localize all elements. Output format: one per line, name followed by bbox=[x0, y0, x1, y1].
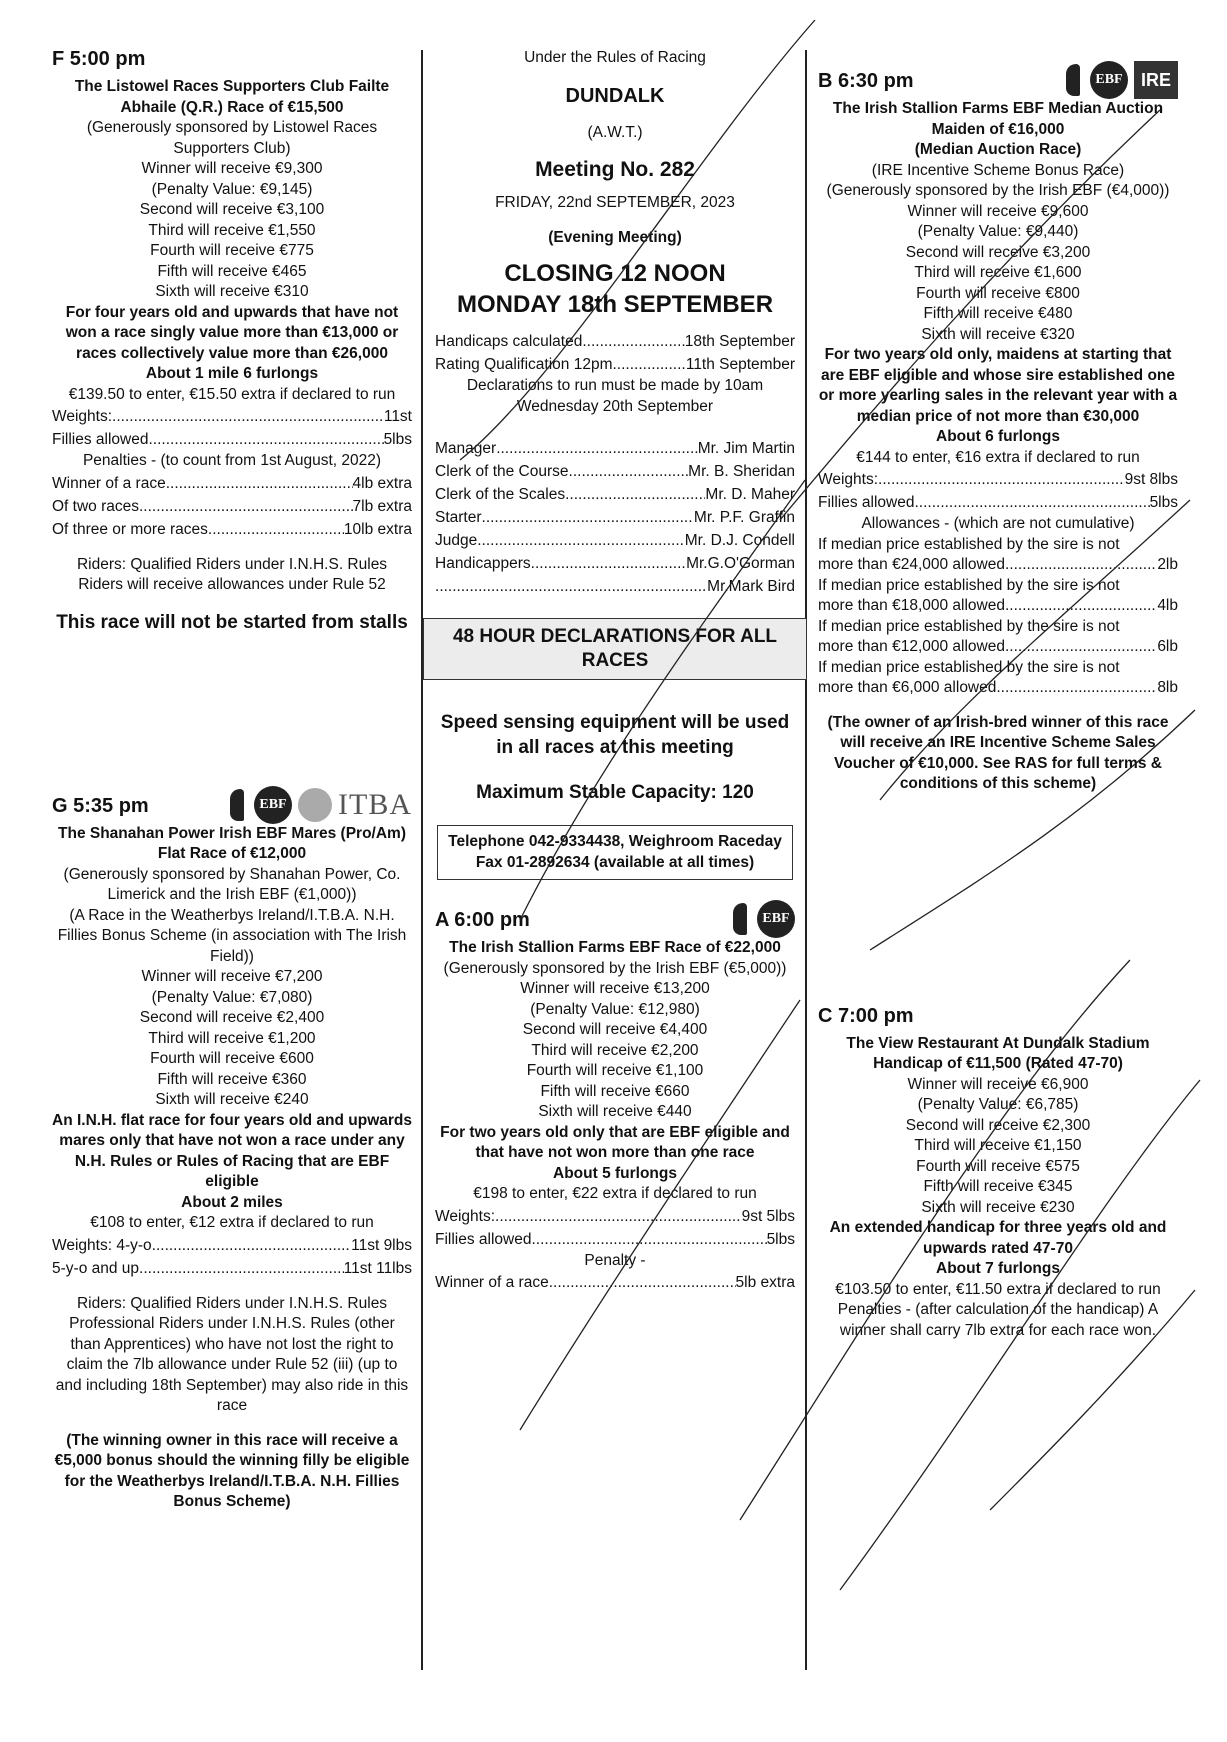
race-a bbox=[435, 900, 795, 1294]
race-f-sponsor: (Generously sponsored by Listowel Races Supporters Club) bbox=[86, 119, 378, 157]
race-b-allowance-item: If median price established by the sire is not more than €24,000 allowed ..... 2lb bbox=[818, 535, 1178, 576]
race-b-conditions: For two years old only, maidens at starting that are EBF eligible and whose sire established one or more yearling sales in the relevant year with a median price of not more than €30,000 bbox=[818, 346, 1178, 425]
race-c-prize-6: Fifth will receive €345 bbox=[923, 1178, 1073, 1195]
race-f-prize-6: Fifth will receive €465 bbox=[157, 262, 307, 280]
race-g-weights-4yo: Weights: 4-y-o. ..... 11st 9lbs bbox=[52, 1234, 412, 1257]
race-b-prize-7: Sixth will receive €320 bbox=[921, 325, 1075, 343]
race-f-fillies: Fillies allowed ..... 5lbs bbox=[52, 428, 412, 451]
race-f-riders-1: Riders: Qualified Riders under I.N.H.S. Rules bbox=[76, 555, 388, 573]
race-a-fees: €198 to enter, €22 extra if declared to run bbox=[473, 1185, 757, 1202]
race-g-prize-3: Second will receive €2,400 bbox=[139, 1009, 325, 1026]
race-b-allowance-item: If median price established by the sire is not more than €12,000 allowed ..... 6lb bbox=[818, 617, 1178, 658]
closing-line-1: CLOSING 12 NOON bbox=[504, 260, 726, 287]
race-b-scheme: (IRE Incentive Scheme Bonus Race) bbox=[871, 161, 1125, 179]
race-f-penalty-1: Winner of a race ..... 4lb extra bbox=[52, 472, 412, 495]
race-b-prize-3: Second will receive €3,200 bbox=[905, 243, 1091, 261]
race-c-prize-7: Sixth will receive €230 bbox=[921, 1198, 1075, 1216]
race-f-conditions: For four years old and upwards that have not won a race singly value more than €13,000 or races collectively value more than €26,000 bbox=[65, 303, 399, 362]
race-f-penalties: Penalties - (to count from 1st August, 2022) bbox=[82, 452, 382, 469]
official-row: Judge ..... Mr. D.J. Condell bbox=[435, 529, 795, 552]
official-row: Manager ..... Mr. Jim Martin bbox=[435, 437, 795, 460]
race-g-prize-5: Fourth will receive €600 bbox=[150, 1050, 314, 1067]
race-b-allowance-item: If median price established by the sire is not more than €6,000 allowed ..... 8lb bbox=[818, 658, 1178, 699]
race-f-title: The Listowel Races Supporters Club Failte Abhaile (Q.R.) Race of €15,500 bbox=[74, 78, 390, 116]
official-row: Handicappers ..... Mr.G.O'Gorman bbox=[435, 552, 795, 575]
race-a-sponsor: (Generously sponsored by the Irish EBF (€5,000)) bbox=[443, 959, 787, 977]
race-b bbox=[818, 48, 1178, 795]
race-c-title: The View Restaurant At Dundalk Stadium Handicap of €11,500 (Rated 47-70) bbox=[846, 1034, 1150, 1072]
race-a-prize-6: Fifth will receive €660 bbox=[540, 1082, 690, 1100]
closing-line-2: MONDAY 18th SEPTEMBER bbox=[456, 291, 774, 318]
race-a-time: A 6:00 pm bbox=[435, 909, 530, 931]
middle-column bbox=[435, 48, 795, 1294]
track-type: (A.W.T.) bbox=[587, 123, 643, 141]
race-f-prize-4: Third will receive €1,550 bbox=[148, 221, 316, 239]
race-b-title: The Irish Stallion Farms EBF Median Auction Maiden of €16,000 bbox=[832, 100, 1164, 138]
column-divider-right bbox=[805, 50, 807, 1670]
meeting-date: FRIDAY, 22nd SEPTEMBER, 2023 bbox=[495, 194, 735, 211]
official-row: Starter ..... Mr. P.F. Graffin bbox=[435, 506, 795, 529]
race-g-prize-2: (Penalty Value: €7,080) bbox=[151, 988, 313, 1006]
race-b-prize-4: Third will receive €1,600 bbox=[914, 264, 1082, 281]
race-g-riders: Riders: Qualified Riders under I.N.H.S. Rules Professional Riders under I.N.H.S. Rules (other than Apprentices) who have not lost the right to claim the 7lb allowance under Rule 52 (iii) (up to and including 18th September) may also ride in this race bbox=[55, 1294, 409, 1414]
official-row: Clerk of the Scales ..... Mr. D. Maher bbox=[435, 483, 795, 506]
officials-list bbox=[435, 437, 795, 598]
horse-logo-icon bbox=[226, 787, 248, 823]
stable-capacity: Maximum Stable Capacity: 120 bbox=[476, 782, 754, 803]
race-a-prize-3: Second will receive €4,400 bbox=[522, 1021, 708, 1038]
race-a-prize-1: Winner will receive €13,200 bbox=[520, 980, 710, 997]
race-a-prize-4: Third will receive €2,200 bbox=[531, 1041, 699, 1059]
race-a-prize-5: Fourth will receive €1,100 bbox=[526, 1062, 704, 1079]
race-a-weights: Weights: ..... 9st 5lbs bbox=[435, 1205, 795, 1228]
race-b-prize-2: (Penalty Value: €9,440) bbox=[917, 223, 1079, 240]
race-c-prize-5: Fourth will receive €575 bbox=[916, 1157, 1080, 1175]
ebf-logo: EBF bbox=[757, 900, 795, 938]
right-column bbox=[818, 48, 1178, 1341]
race-g-title: The Shanahan Power Irish EBF Mares (Pro/Am) Flat Race of €12,000 bbox=[58, 824, 406, 862]
race-c-time: C 7:00 pm bbox=[818, 1004, 914, 1027]
race-f-riders-2: Riders will receive allowances under Rule 52 bbox=[78, 576, 386, 593]
race-c-penalties: Penalties - (after calculation of the handicap) A winner shall carry 7lb extra for each race won. bbox=[837, 1301, 1159, 1339]
race-c-fees: €103.50 to enter, €11.50 extra if declared to run bbox=[835, 1280, 1161, 1298]
race-g-fees: €108 to enter, €12 extra if declared to run bbox=[90, 1214, 374, 1231]
ebf-logo: EBF bbox=[1090, 61, 1128, 99]
race-f-penalty-2: Of two races ..... 7lb extra bbox=[52, 495, 412, 518]
race-b-sponsor: (Generously sponsored by the Irish EBF (€4,000)) bbox=[826, 182, 1170, 199]
declarations-note: Declarations to run must be made by 10am Wednesday 20th September bbox=[466, 377, 764, 415]
race-b-fillies: Fillies allowed ..... 5lbs bbox=[818, 491, 1178, 514]
race-b-owner-voucher: (The owner of an Irish-bred winner of this race will receive an IRE Incentive Scheme Sales Voucher of €10,000. See RAS for full terms & conditions of this scheme) bbox=[827, 713, 1169, 792]
left-column bbox=[52, 48, 412, 1513]
race-b-allowances: Allowances - (which are not cumulative) bbox=[861, 515, 1135, 532]
race-g-sponsor: (Generously sponsored by Shanahan Power, Co. Limerick and the Irish EBF (€1,000)) bbox=[63, 865, 401, 903]
race-g-distance: About 2 miles bbox=[181, 1193, 283, 1211]
race-c-prize-4: Third will receive €1,150 bbox=[914, 1137, 1082, 1154]
race-b-allowance-item: If median price established by the sire is not more than €18,000 allowed ..... 4lb bbox=[818, 576, 1178, 617]
race-f-prize-7: Sixth will receive €310 bbox=[155, 283, 309, 300]
itba-logo: ITBA bbox=[338, 787, 412, 821]
race-c-prize-3: Second will receive €2,300 bbox=[905, 1116, 1091, 1134]
race-g-scheme: (A Race in the Weatherbys Ireland/I.T.B.A. N.H. Fillies Bonus Scheme (in association with The Irish Field)) bbox=[57, 906, 407, 965]
race-f-weights: Weights: ..... 11st bbox=[52, 405, 412, 428]
race-g-prize-4: Third will receive €1,200 bbox=[148, 1029, 316, 1047]
race-f-prize-3: Second will receive €3,100 bbox=[139, 201, 325, 218]
race-f-prize-1: Winner will receive €9,300 bbox=[141, 160, 323, 177]
venue-title: DUNDALK bbox=[565, 84, 665, 107]
race-b-logos bbox=[1062, 61, 1178, 99]
race-g-logos bbox=[226, 786, 412, 824]
race-a-penalty-1: Winner of a race ..... 5lb extra bbox=[435, 1271, 795, 1294]
ebf-logo: EBF bbox=[254, 786, 292, 824]
meeting-number: Meeting No. 282 bbox=[535, 158, 695, 181]
race-a-prize-7: Sixth will receive €440 bbox=[538, 1103, 692, 1120]
declarations-box: 48 HOUR DECLARATIONS FOR ALL RACES bbox=[423, 618, 807, 680]
race-a-conditions: For two years old only that are EBF eligible and that have not won more than one race bbox=[440, 1123, 790, 1161]
column-divider-left bbox=[421, 50, 423, 1670]
race-b-prize-6: Fifth will receive €480 bbox=[923, 305, 1073, 322]
race-c-conditions: An extended handicap for three years old and upwards rated 47-70 bbox=[829, 1219, 1167, 1257]
official-row: Clerk of the Course ..... Mr. B. Sheridan bbox=[435, 460, 795, 483]
race-c-prize-1: Winner will receive €6,900 bbox=[907, 1075, 1089, 1093]
official-row: . ..... Mr.Mark Bird bbox=[435, 575, 795, 598]
race-f-distance: About 1 mile 6 furlongs bbox=[145, 365, 319, 382]
race-b-prize-1: Winner will receive €9,600 bbox=[907, 202, 1089, 220]
race-g-weights-5yo: 5-y-o and up ..... 11st 11lbs bbox=[52, 1257, 412, 1280]
race-b-subtitle: (Median Auction Race) bbox=[914, 141, 1082, 158]
race-g-prize-7: Sixth will receive €240 bbox=[155, 1091, 309, 1108]
race-g-conditions: An I.N.H. flat race for four years old and upwards mares only that have not won a race under any N.H. Rules or Rules of Racing that are EBF eligible bbox=[52, 1111, 413, 1190]
ire-incentive-logo: IRE bbox=[1134, 61, 1178, 99]
race-c bbox=[818, 1005, 1178, 1342]
race-g-bonus: (The winning owner in this race will receive a €5,000 bonus should the winning filly be eligible for the Weatherbys Ireland/I.T.B.A. N.H. Fillies Bonus Scheme) bbox=[54, 1431, 410, 1510]
race-b-prize-5: Fourth will receive €800 bbox=[916, 284, 1080, 302]
race-b-fees: €144 to enter, €16 extra if declared to run bbox=[856, 448, 1140, 466]
race-c-distance: About 7 furlongs bbox=[936, 1260, 1060, 1277]
race-a-distance: About 5 furlongs bbox=[553, 1164, 677, 1182]
race-f-penalty-3: Of three or more races ..... 10lb extra bbox=[52, 518, 412, 541]
race-b-time: B 6:30 pm bbox=[818, 70, 914, 92]
horse-logo-icon bbox=[1062, 62, 1084, 98]
evening-meeting: (Evening Meeting) bbox=[548, 228, 682, 246]
handicaps-calculated: Handicaps calculated ..... 18th September bbox=[435, 330, 795, 353]
speed-sensing-note: Speed sensing equipment will be used in all races at this meeting bbox=[440, 712, 790, 758]
race-a-fillies: Fillies allowed ..... 5lbs bbox=[435, 1228, 795, 1251]
race-a-prize-2: (Penalty Value: €12,980) bbox=[530, 1000, 700, 1018]
race-g-prize-6: Fifth will receive €360 bbox=[157, 1070, 307, 1088]
race-f-stalls-note: This race will not be started from stalls bbox=[56, 611, 408, 633]
race-b-weights: Weights: ..... 9st 8lbs bbox=[818, 468, 1178, 491]
race-f-prize-2: (Penalty Value: €9,145) bbox=[151, 180, 313, 198]
race-f-prize-5: Fourth will receive €775 bbox=[150, 242, 314, 259]
race-c-prize-2: (Penalty Value: €6,785) bbox=[917, 1096, 1079, 1113]
horse-logo-icon bbox=[729, 901, 751, 937]
race-a-title: The Irish Stallion Farms EBF Race of €22,000 bbox=[449, 939, 781, 956]
race-f-time: F 5:00 pm bbox=[52, 48, 146, 70]
race-f bbox=[52, 48, 412, 636]
race-g bbox=[52, 786, 412, 1513]
rating-qualification: Rating Qualification 12pm ..... 11th September bbox=[435, 353, 795, 376]
race-g-time: G 5:35 pm bbox=[52, 794, 149, 817]
race-a-logos bbox=[729, 900, 795, 938]
race-b-distance: About 6 furlongs bbox=[936, 428, 1060, 445]
race-g-prize-1: Winner will receive €7,200 bbox=[141, 968, 323, 985]
race-a-penalty-label: Penalty - bbox=[584, 1251, 646, 1269]
race-f-fees: €139.50 to enter, €15.50 extra if declared to run bbox=[68, 385, 396, 403]
telephone-box: Telephone 042-9334438, Weighroom Raceday Fax 01-2892634 (available at all times) bbox=[437, 825, 793, 880]
itba-horse-logo-icon bbox=[298, 788, 332, 822]
rules-heading: Under the Rules of Racing bbox=[524, 49, 706, 66]
